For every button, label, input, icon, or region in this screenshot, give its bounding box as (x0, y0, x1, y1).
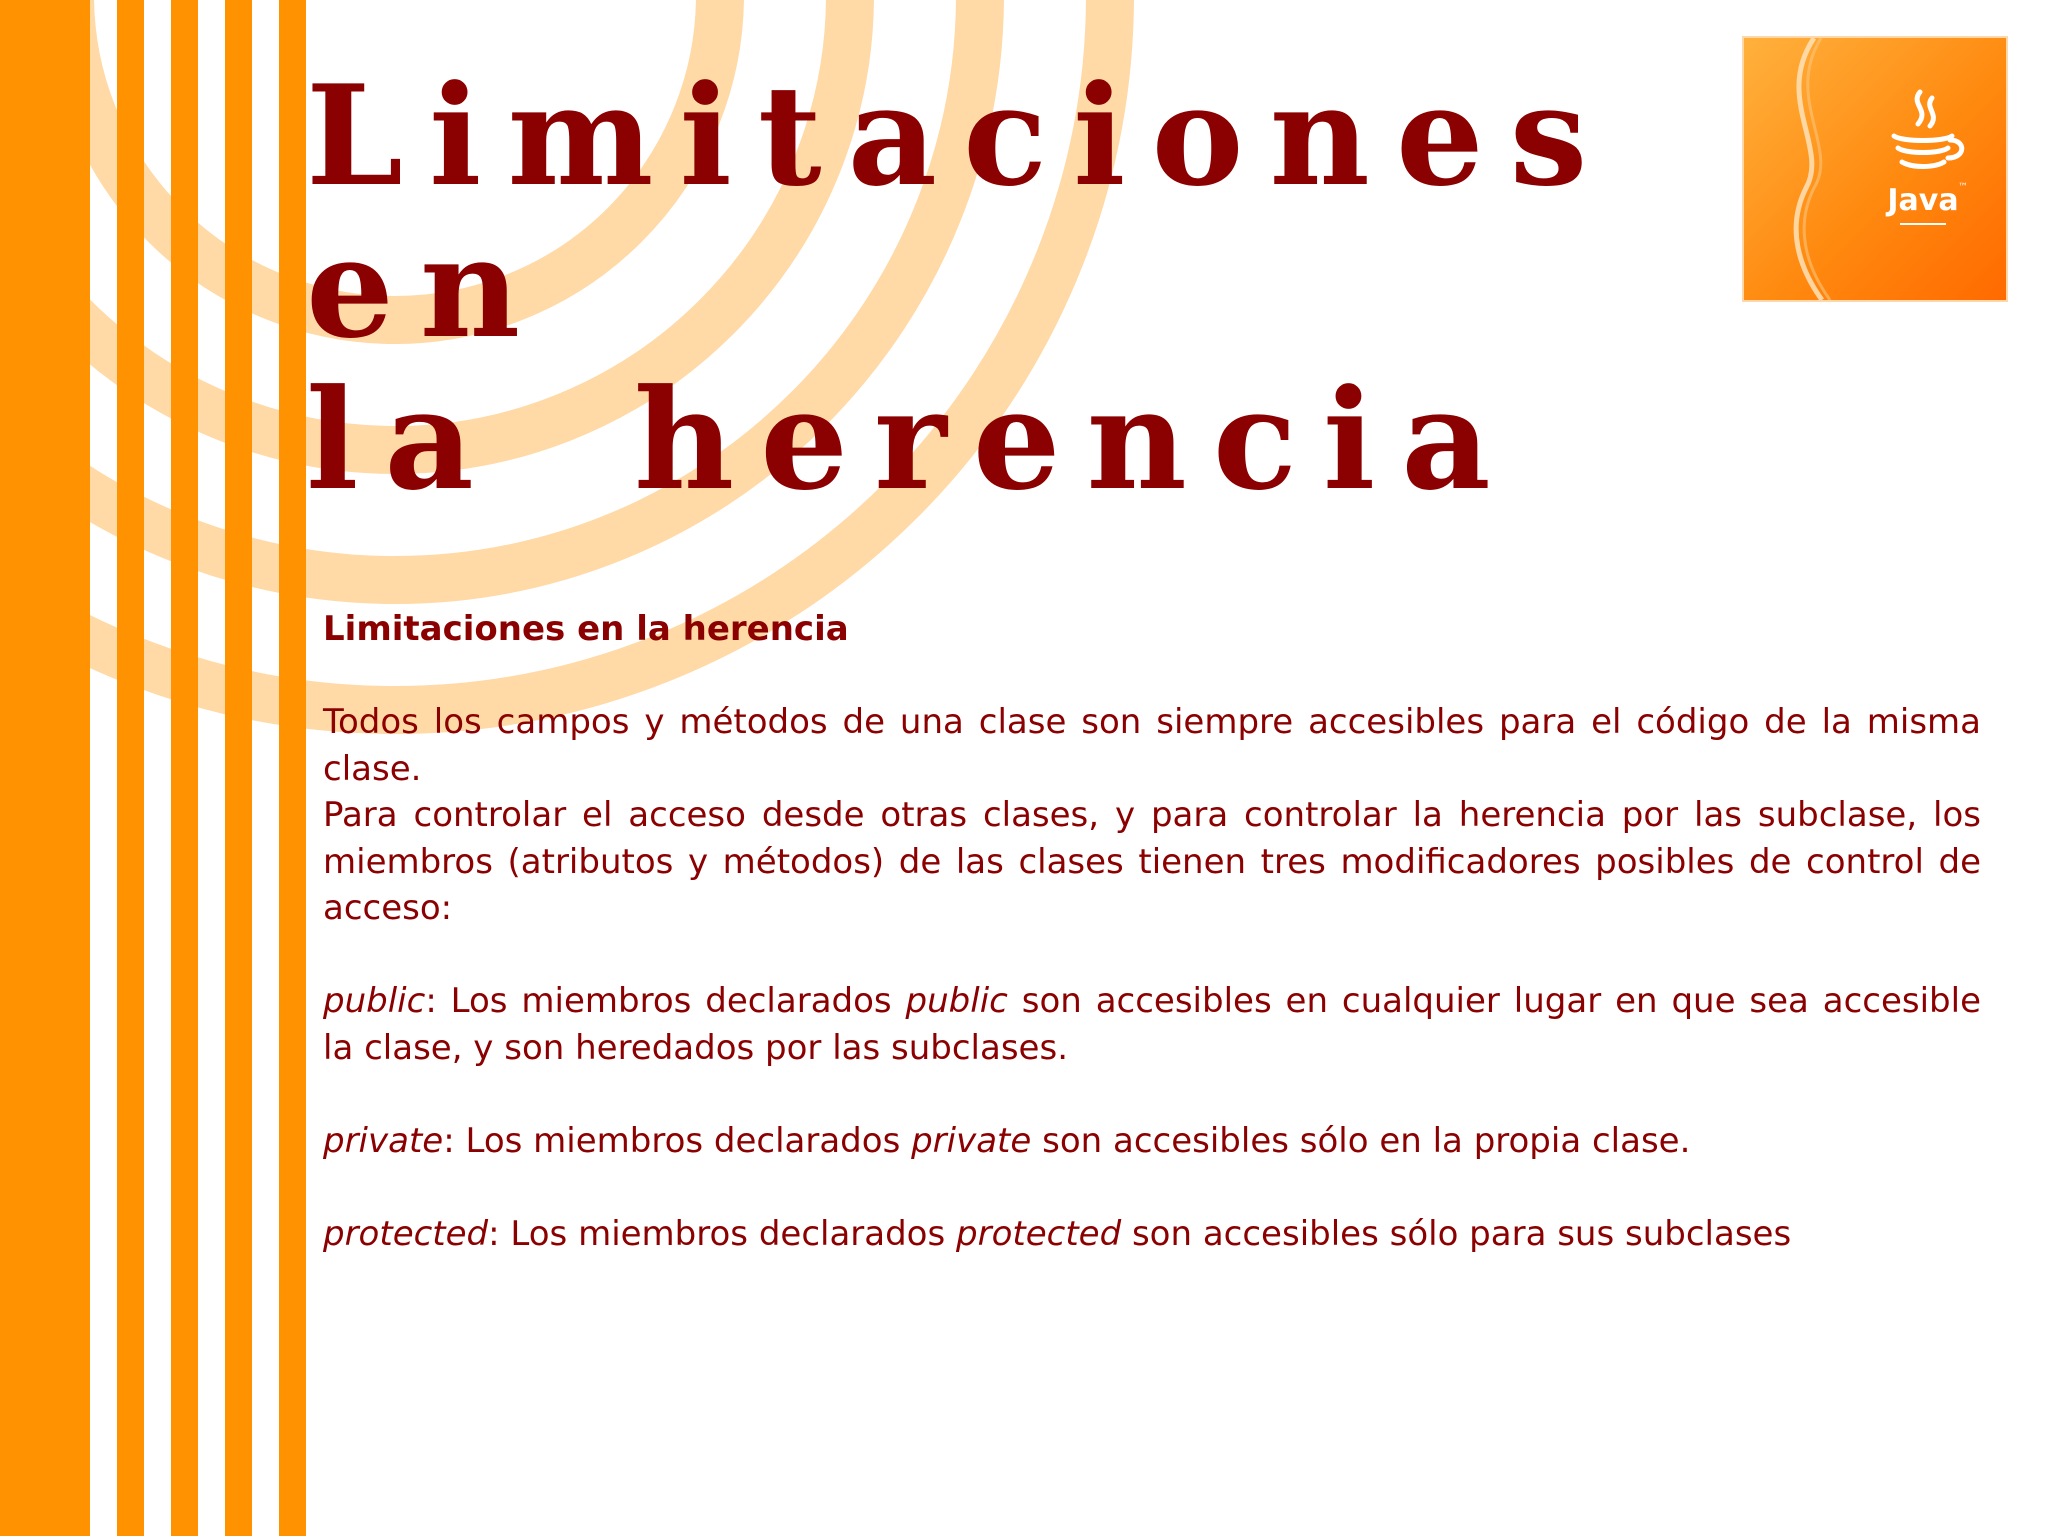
public-text-b: son accesibles en cualquier lugar en que sea accesible la clase, y son heredados por las subclases. (323, 981, 1981, 1068)
term-protected-inline: protected (956, 1213, 1122, 1254)
private-text-b: son accesibles sólo en la propia clase. (1031, 1120, 1691, 1161)
stripe-2 (117, 0, 144, 1536)
paragraph-fields-access: Todos los campos y métodos de una clase son siempre accesibles para el código de la misma clase. (323, 702, 1981, 789)
stripe-wide (0, 0, 90, 1536)
java-logo (1742, 36, 2008, 302)
term-public-inline: public (905, 981, 1008, 1021)
slide-body (323, 606, 1981, 1257)
stripe-3 (171, 0, 198, 1536)
java-trademark: ™ (1958, 182, 1968, 193)
stripe-4 (225, 0, 252, 1536)
title-line-1: Limitaciones en (306, 54, 1614, 369)
title-line-2: la herencia (306, 358, 1517, 521)
paragraph-private (323, 1118, 1981, 1165)
private-text-a: : Los miembros declarados (443, 1120, 912, 1161)
term-private: private (323, 1120, 444, 1161)
term-private-inline: private (911, 1120, 1032, 1161)
java-logo-text: Java (1887, 183, 1959, 218)
term-protected: protected (323, 1213, 489, 1254)
public-text-a: : Los miembros declarados (425, 981, 906, 1021)
protected-text-b: son accesibles sólo para sus subclases (1121, 1213, 1792, 1254)
content-heading: Limitaciones en la herencia (323, 609, 849, 649)
paragraph-access-control: Para controlar el acceso desde otras clases, y para controlar la herencia por las subclase, los miembros (atributos y métodos) de las clases tienen tres modificadores posibles de control de acceso: (323, 795, 1981, 928)
paragraph-public (323, 978, 1981, 1071)
stripe-5 (279, 0, 306, 1536)
term-public: public (323, 981, 426, 1021)
slide-title (306, 54, 1726, 521)
protected-text-a: : Los miembros declarados (488, 1213, 957, 1254)
paragraph-protected (323, 1211, 1981, 1258)
